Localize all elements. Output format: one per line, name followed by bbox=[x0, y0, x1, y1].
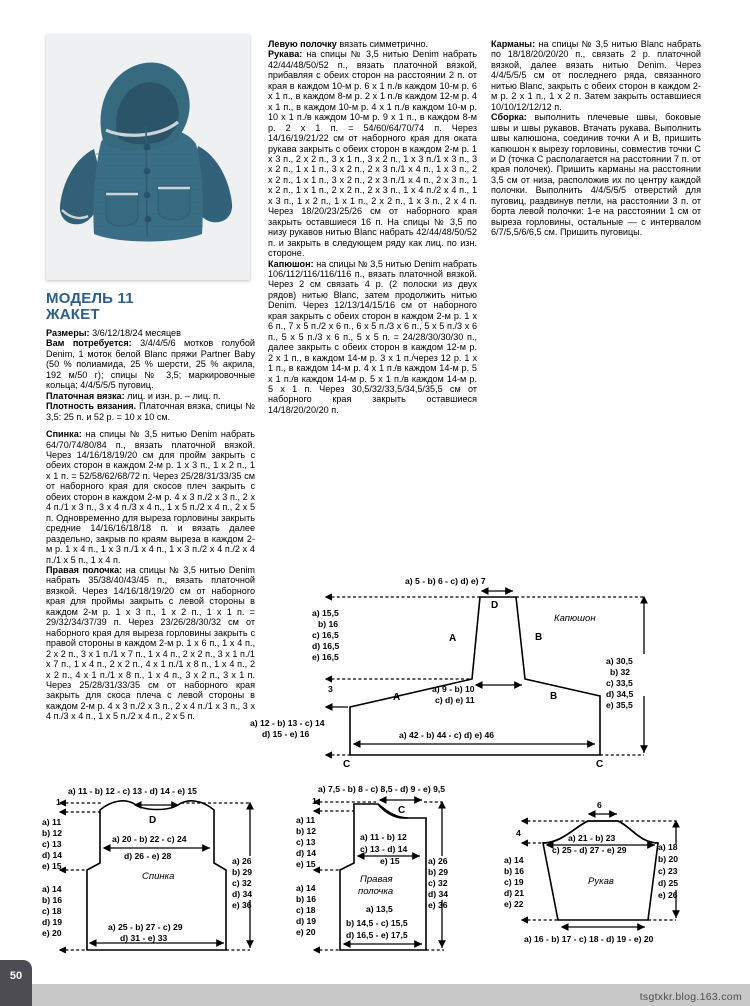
hood-left-c: c) 16,5 bbox=[312, 630, 339, 640]
hood-text: на спицы № 3,5 нитью Denim набрать 106/112/116/116/116 п., вязать платочной вязкой. Через 2 см связать 4 р. (2 полоски из двух рядов) нитью Blanc, затем продолжить нитью Denim. Через 12/13/14/15/16 см от наборного края закрыть с обеих сторон в каждом 2-м р. 1 х 6 п., 7 х 5 п./2 х 6 п., 6 х 5 п./3 х 6 п., 5 х 5 п./3 х 6 п., 5 х 5 п./3 х 6 п., 5 х 5 п. = 24/28/30/30/30 п., далее закрыть с обеих сторон в каждом 12-м р. 2 х 1 п., в каждом 14-м р. 3 х 1 п./через 12 р. 1 х 1 п., в каждом 14-м р. 4 х 1 п./в каждом 14-м р. 5 х 1 п./в каждом 14-м р. 5 х 1 п./в каждом 14-м р. 5 х 1 п. Через 30,5/32/33,5/34,5/35,5 см от наборного края закрыть оставшиеся 14/18/20/20/20 п. bbox=[268, 258, 477, 415]
back-text: на спицы № 3,5 нитью Denim набрать 64/70/74/80/84 п., вязать платочной вязкой. Через 14/16/18/19/20 см для пройм закрыть с обеих сторон в каждом 2-м р. 1 х 3 п., 1 х 2 п., 1 х 1 п. = 52/58/62/68/72 п. Через 25/28/31/33/35 см от наборного края для скосов плеч закрыть с обеих сторон в каждом 2-м р. 4 х 3 п./2 х 3 п., 2 х 4 п./1 х 3 п., 3 х 4 п./3 х 4 п., 1 х 5 п./2 х 4 п., 2 х 5 п. Одновременно для выреза горловины закрыть средние 14/16/16/18/18 п. и вязать далее раздельно, закрыв по краям выреза в каждом 2-м р. 1 х 4 п., 1 х 3 п./1 х 4 п., 1 х 3 п./2 х 4 п./2 х 4 п./1 х 5 п., 1 х 4 п. bbox=[46, 429, 255, 565]
pockets-text: на спицы № 3,5 нитью Blanc набрать по 18/18/20/20/20 п., связать 2 р. платочной вязкой, далее вязать нитью Denim. Через 4/4/5/5/5 см от последнего ряда, связанного нитью Blanc, закрыть с обеих сторон в каждом 2-м р. 2 х 1 п., 1 х 2 п. Затем закрыть оставшиеся 10/10/12/12/12 п. bbox=[491, 39, 701, 112]
hood-left-b: b) 16 bbox=[318, 619, 339, 629]
sleeve-cap-height: 4 bbox=[516, 828, 521, 838]
back-lower-e: e) 20 bbox=[42, 928, 62, 938]
hood-right-c: c) 33,5 bbox=[606, 678, 633, 688]
page-number-tab bbox=[0, 960, 32, 1006]
back-right-e: e) 36 bbox=[232, 900, 252, 910]
hood-left-a: a) 15,5 bbox=[312, 608, 339, 618]
back-bottom-line2: d) 31 - e) 33 bbox=[120, 933, 168, 943]
sleeve-left-e: e) 22 bbox=[504, 899, 524, 909]
hood-left-small-label: 3 bbox=[328, 684, 333, 694]
back-top-small: 1 bbox=[56, 797, 61, 807]
sleeves-text: на спицы № 3,5 нитью Denim набрать 42/44/48/50/52 п., вязать платочной вязкой, прибавляя с обеих сторон на расстоянии 2 п. от края в каждом 10-м р. 6 х 1 п./в каждом 10-м р. 6 х 1 п., в каждом 8-м р. 2 х 1 п./в каждом 12-м р. 4 х 1 п., в каждом 10-м р. 4 х 1 п./в каждом 10-м р. 10 х 1 п./в каждом 10-м р. 9 х 1 п., в каждом 8-м р. 2 х 1 п. = 54/60/64/70/74 п. Через 14/16/19/21/22 см от наборного края для оката рукава закрыть с обеих сторон в каждом 2-м р. 1 х 3 п., 2 х 2 п., 3 х 1 п., 3 х 2 п., 1 х 3 п./1 х 3 п., 3 х 2 п., 1 х 1 п., 3 х 2 п., 2 х 3 п./1 х 4 п., 1 х 3 п., 2 х 2 п., 1 х 1 п., 3 х 2 п., 2 х 3 п./1 х 4 п., 2 х 3 п., 1 х 2 п., 1 х 1 п., 2 х 2 п., 2 х 3 п., 1 х 4 п./2 х 4 п., 1 х 3 п., 1 х 2 п., 1 х 1 п., 2 х 2 п., 1 х 3 п., 2 х 4 п. Через 18/20/23/25/26 см от наборного края закрыть оставшиеся 16 п. На спицы № 3,5 по низу рукавов нитью Blanc набрать 42/44/48/50/52 п. и закрыть в следующем ряду как лиц. по изн. стороне. bbox=[268, 49, 477, 259]
hood-center-line1: a) 9 - b) 10 bbox=[432, 684, 475, 694]
front-left-a: a) 11 bbox=[296, 815, 316, 825]
front-panel-schematic bbox=[296, 778, 511, 958]
front-lower-e: e) 20 bbox=[296, 927, 316, 937]
materials-label: Вам потребуется: bbox=[46, 338, 132, 349]
sleeve-left-a: a) 14 bbox=[504, 855, 524, 865]
back-lower-b: b) 16 bbox=[42, 895, 63, 905]
text-column-2 bbox=[268, 39, 477, 415]
hood-point-c-left: C bbox=[343, 759, 351, 770]
left-front-label: Левую полочку bbox=[268, 39, 337, 49]
front-right-b: b) 29 bbox=[428, 867, 449, 877]
front-left-e: e) 15 bbox=[296, 859, 316, 869]
back-neck-point-d: D bbox=[149, 815, 157, 826]
back-right-b: b) 29 bbox=[232, 867, 253, 877]
front-top-small: 1 bbox=[312, 796, 317, 806]
footer-bar bbox=[0, 984, 750, 1006]
hood-point-d: D bbox=[491, 600, 499, 611]
density-label: Плотность вязания. bbox=[46, 401, 137, 412]
front-left-c: c) 13 bbox=[296, 837, 316, 847]
sleeves-label: Рукава: bbox=[268, 49, 303, 60]
back-lower-d: d) 19 bbox=[42, 917, 63, 927]
garter-label: Платочная вязка: bbox=[46, 390, 125, 401]
sleeve-top-width: 6 bbox=[597, 800, 602, 810]
back-paragraph bbox=[46, 429, 255, 565]
sleeve-right-d: d) 25 bbox=[658, 878, 679, 888]
front-left-d: d) 14 bbox=[296, 848, 317, 858]
hood-left-height2: d) 15 - e) 16 bbox=[262, 729, 310, 739]
hood-schematic bbox=[250, 566, 712, 771]
back-lower-a: a) 14 bbox=[42, 884, 62, 894]
front-lower-d: d) 19 bbox=[296, 916, 317, 926]
density-value: Платочная вязка, спицы № 3,5: 25 п. и 52 р. = 10 х 10 см. bbox=[46, 401, 255, 422]
back-left-a: a) 11 bbox=[42, 817, 62, 827]
sleeve-left-b: b) 16 bbox=[504, 866, 525, 876]
hood-left-d: d) 16,5 bbox=[312, 641, 340, 651]
assembly-text: выполнить плечевые швы, боковые швы и швы рукавов. Втачать рукава. Выполнить швы капюшона, соединив точки А и В, пришить капюшон к вырезу горловины, совместив точки C и D (точка C располагается на расстоянии 7 п. от края полочек). Пришить карманы на расстоянии 3,5 см от низа, расположив их по центру каждой полочки. Выполнить 4/4/5/5/5 отверстий для пуговиц, раздвинув петли, на расстоянии 3 п. от борта левой полочки: 1-е на расстоянии 1 см от выреза горловины, остальные — с интервалом 6/7/5,5/6/6,5 см. Пришить пуговицы. bbox=[491, 112, 701, 238]
right-front-label: Правая полочка: bbox=[46, 564, 123, 575]
left-front-paragraph bbox=[268, 39, 477, 49]
model-number: МОДЕЛЬ 11 bbox=[46, 290, 134, 307]
front-bottom-line1: a) 13,5 bbox=[366, 904, 393, 914]
sleeve-right-b: b) 20 bbox=[658, 854, 679, 864]
front-bottom-line3: d) 16,5 - e) 17,5 bbox=[346, 930, 408, 940]
sizes-paragraph bbox=[46, 328, 255, 338]
back-shoulder-line1: a) 20 - b) 22 - c) 24 bbox=[112, 834, 187, 844]
sleeve-right-c: c) 23 bbox=[658, 866, 678, 876]
back-left-e: e) 15 bbox=[42, 861, 62, 871]
back-top-width: a) 11 - b) 12 - c) 13 - d) 14 - e) 15 bbox=[68, 786, 197, 796]
front-lower-a: a) 14 bbox=[296, 883, 316, 893]
assembly-paragraph bbox=[491, 112, 701, 237]
sleeves-paragraph bbox=[268, 49, 477, 258]
front-right-c: c) 32 bbox=[428, 878, 448, 888]
front-bottom-line2: b) 14,5 - c) 15,5 bbox=[346, 918, 408, 928]
back-label: Спинка: bbox=[46, 429, 82, 440]
front-right-a: a) 26 bbox=[428, 856, 448, 866]
back-left-c: c) 13 bbox=[42, 839, 62, 849]
hood-label: Капюшон: bbox=[268, 258, 314, 269]
materials-paragraph bbox=[46, 338, 255, 390]
baby-jacket-illustration bbox=[46, 34, 250, 280]
hood-point-b-right: B bbox=[535, 632, 543, 643]
back-bottom-line1: a) 25 - b) 27 - c) 29 bbox=[108, 922, 183, 932]
hood-left-e: e) 16,5 bbox=[312, 652, 339, 662]
hood-point-a-bottom: A bbox=[393, 692, 401, 703]
pockets-paragraph bbox=[491, 39, 701, 112]
right-front-text-part1: на спицы № 3,5 нитью Denim набрать 35/38/40/43/45 п., вязать платочной вязкой. Через 14/16/18/19/20 см от наборного края для проймы закрыть с левой стороны в каждом 2-м р. 1 х 3 п., 1 х 2 п., 1 х 1 п. = 29/32/34/37/39 п. Через 23/26/28/30/32 см от наборного края для выреза горловины закрыть с правой стороны в каждом 2-м р. 1 х 6 п., 1 х 4 п., 2 х 2 п., 3 х 1 п./1 х 7 п., 1 х 4 п., 2 х 2 п., 3 х 1 п./1 х 7 п., 1 х 4 п., 2 х 2 п., 4 х 1 п./1 х 8 п., 1 х 4 п., 2 х 2 п., 4 х 1 п./1 х 8 п., 1 х 4 п., 3 х 2 п., 3 х 1 п. Через 25/28/31/33/35 см от наборного края закрыть для скоса плеча с левой стороны в каждом 2-м р. 4 х 3 п./2 х 3 п., 2 х 4 п./1 х 3 п., 3 х 4 п./3 х 4 п., 1 х 5 п./2 х 4 п., 2 х 5 п. bbox=[46, 564, 255, 722]
sleeve-upper-line1: a) 21 - b) 23 bbox=[568, 833, 616, 843]
front-right-d: d) 34 bbox=[428, 889, 449, 899]
front-neck-point-c: C bbox=[398, 805, 406, 816]
hood-right-d: d) 34,5 bbox=[606, 689, 634, 699]
hood-point-c-right: C bbox=[596, 759, 604, 770]
sleeve-right-e: e) 26 bbox=[658, 890, 678, 900]
hood-right-a: a) 30,5 bbox=[606, 656, 633, 666]
back-left-d: d) 14 bbox=[42, 850, 63, 860]
back-lower-c: c) 18 bbox=[42, 906, 62, 916]
back-right-d: d) 34 bbox=[232, 889, 253, 899]
text-column-3 bbox=[491, 39, 701, 238]
back-schematic bbox=[36, 778, 306, 958]
sleeve-upper-line2: c) 25 - d) 27 - e) 29 bbox=[552, 845, 627, 855]
front-shoulder-line3: e) 15 bbox=[380, 856, 400, 866]
sleeve-diagram-name: Рукав bbox=[588, 876, 614, 887]
hood-bottom-width: a) 42 - b) 44 - c) d) e) 46 bbox=[399, 730, 495, 740]
sleeve-bottom-width: a) 16 - b) 17 - c) 18 - d) 19 - e) 20 bbox=[524, 934, 654, 944]
density-paragraph bbox=[46, 401, 255, 422]
garment-type: ЖАКЕТ bbox=[46, 305, 100, 323]
front-shoulder-line1: a) 11 - b) 12 bbox=[360, 832, 407, 842]
front-top-width: a) 7,5 - b) 8 - c) 8,5 - d) 9 - e) 9,5 bbox=[318, 784, 446, 794]
page-number: 50 bbox=[9, 970, 23, 982]
hood-top-width-label: a) 5 - b) 6 - c) d) e) 7 bbox=[405, 576, 486, 586]
hood-point-b-bottom: B bbox=[550, 691, 558, 702]
back-shoulder-line2: d) 26 - e) 28 bbox=[124, 851, 172, 861]
garter-value: лиц. и изн. р. – лиц. п. bbox=[124, 390, 221, 401]
hood-right-e: e) 35,5 bbox=[606, 700, 633, 710]
back-diagram-name: Спинка bbox=[142, 871, 175, 882]
front-left-b: b) 12 bbox=[296, 826, 317, 836]
hood-left-height1: a) 12 - b) 13 - c) 14 bbox=[250, 718, 325, 728]
sleeve-right-a: a) 18 bbox=[658, 842, 678, 852]
front-lower-b: b) 16 bbox=[296, 894, 317, 904]
back-right-c: c) 32 bbox=[232, 878, 252, 888]
garter-paragraph bbox=[46, 391, 255, 401]
front-right-e: e) 36 bbox=[428, 900, 448, 910]
right-front-paragraph bbox=[46, 565, 255, 722]
product-photo bbox=[46, 34, 250, 280]
hood-paragraph bbox=[268, 259, 477, 416]
front-lower-c: c) 18 bbox=[296, 905, 316, 915]
sleeve-left-d: d) 21 bbox=[504, 888, 525, 898]
sizes-value: 3/6/12/18/24 месяцев bbox=[89, 328, 181, 338]
text-column-1 bbox=[46, 328, 255, 722]
hood-diagram-name: Капюшон bbox=[554, 613, 596, 624]
materials-value: 3/4/4/5/6 мотков голубой Denim, 1 моток белой Blanc пряжи Partner Baby (50 % полиамида, 25 % шерсти, 25 % акрила, 192 м/50 г); спицы № 3,5; маркировочные кольца; 4/4/5/5/5 пуговиц. bbox=[46, 338, 255, 391]
sizes-label: Размеры: bbox=[46, 328, 90, 338]
left-front-text: вязать симметрично. bbox=[336, 39, 429, 49]
hood-center-line2: c) d) e) 11 bbox=[435, 695, 475, 705]
back-right-a: a) 26 bbox=[232, 856, 252, 866]
front-diagram-name1: Правая bbox=[360, 874, 393, 885]
pockets-label: Карманы: bbox=[491, 39, 536, 49]
front-diagram-name2: полочка bbox=[358, 886, 394, 897]
sleeve-left-c: c) 19 bbox=[504, 877, 524, 887]
back-left-b: b) 12 bbox=[42, 828, 63, 838]
page-title bbox=[46, 291, 261, 322]
hood-right-b: b) 32 bbox=[610, 667, 631, 677]
sleeve-schematic bbox=[500, 790, 730, 955]
front-shoulder-line2: c) 13 - d) 14 bbox=[360, 844, 408, 854]
watermark: tsgtxkr.blog.163.com bbox=[639, 991, 742, 1003]
hood-point-a-left: A bbox=[449, 633, 457, 644]
assembly-label: Сборка: bbox=[491, 112, 527, 123]
